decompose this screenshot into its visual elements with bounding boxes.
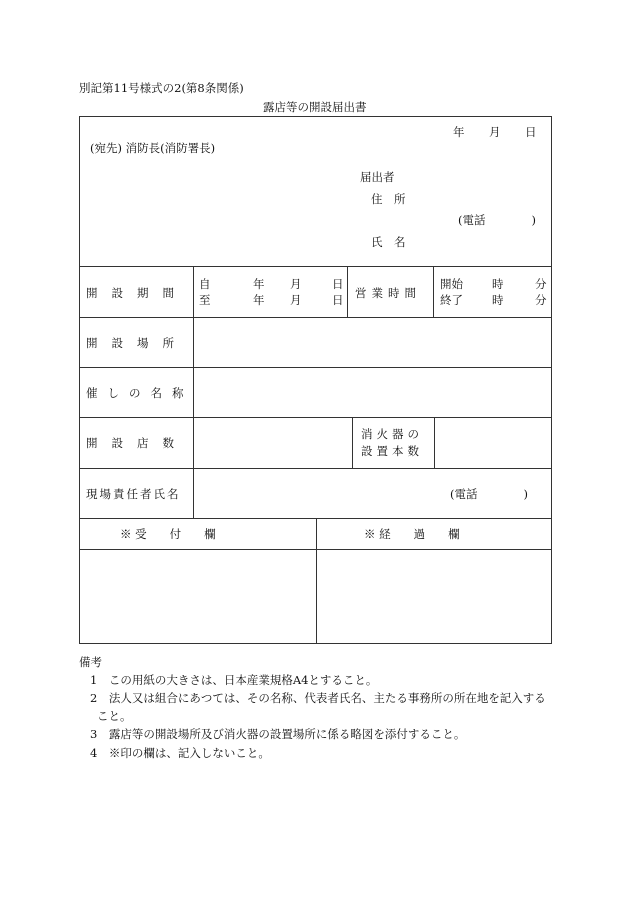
column-divider <box>352 417 353 468</box>
period-from: 自 <box>199 277 211 291</box>
event-name-label: 催しの名称 <box>86 386 194 400</box>
hours-end-hour: 時 <box>492 293 504 307</box>
form-title: 露店等の開設届出書 <box>263 100 367 114</box>
hours-start-hour: 時 <box>492 277 504 291</box>
period-from-year: 年 <box>253 277 265 291</box>
date-year: 年 <box>453 125 465 139</box>
note-item-1: 1 この用紙の大きさは、日本産業規格A4とすること。 <box>90 673 378 687</box>
hours-start-minute: 分 <box>535 277 547 291</box>
notes-heading: 備考 <box>79 655 102 669</box>
note-item-3: 3 露店等の開設場所及び消火器の設置場所に係る略図を添付すること。 <box>90 727 466 741</box>
reception-column-header: ※ 受 付 欄 <box>120 527 216 541</box>
note-item-2: 2 法人又は組合にあつては、その名称、代表者氏名、主たる事務所の所在地を記入する <box>90 691 546 705</box>
hours-start: 開始 <box>440 277 463 291</box>
form-number: 別記第11号様式の2(第8条関係) <box>79 81 244 95</box>
address-label: 住 所 <box>371 192 406 206</box>
note-item-2-continued: こと。 <box>97 709 132 723</box>
period-label <box>86 285 186 301</box>
period-from-day: 日 <box>332 277 344 291</box>
row-divider <box>79 468 552 469</box>
row-divider <box>79 266 552 267</box>
business-hours-label: 営業時間 <box>355 286 421 300</box>
bottom-column-divider <box>316 518 317 643</box>
table-top-border <box>79 116 552 117</box>
store-count-label: 開設店数 <box>86 436 188 450</box>
location-label: 開設場所 <box>86 336 188 350</box>
period-to: 至 <box>199 293 211 307</box>
hours-end: 終了 <box>440 293 463 307</box>
store-count-field[interactable] <box>194 418 352 468</box>
period-from-month: 月 <box>290 277 302 291</box>
location-field[interactable] <box>194 318 551 367</box>
event-name-field[interactable] <box>194 368 551 417</box>
addressee: (宛先) 消防長(消防署長) <box>90 141 216 155</box>
date-month: 月 <box>489 125 501 139</box>
notifier-label: 届出者 <box>360 170 395 184</box>
extinguisher-count-field[interactable] <box>435 418 551 468</box>
column-divider <box>347 266 348 317</box>
supervisor-phone: (電話 ) <box>450 487 528 501</box>
period-to-month: 月 <box>290 293 302 307</box>
extinguisher-label-line1: 消火器の <box>361 427 423 441</box>
period-to-day: 日 <box>332 293 344 307</box>
extinguisher-label-line2: 設置本数 <box>361 444 423 458</box>
column-divider <box>433 266 434 317</box>
table-left-border <box>79 116 80 644</box>
name-label: 氏 名 <box>371 235 406 249</box>
progress-column-header: ※ 経 過 欄 <box>364 527 460 541</box>
hours-end-minute: 分 <box>535 293 547 307</box>
note-item-4: 4 ※印の欄は、記入しないこと。 <box>90 746 270 760</box>
period-to-year: 年 <box>253 293 265 307</box>
table-right-border <box>551 116 552 644</box>
table-bottom-border <box>79 643 552 644</box>
applicant-phone: (電話 ) <box>458 213 536 227</box>
date-day: 日 <box>525 125 537 139</box>
supervisor-label: 現場責任者氏名 <box>86 487 181 501</box>
period-label-text: 開設期間 <box>86 286 188 300</box>
